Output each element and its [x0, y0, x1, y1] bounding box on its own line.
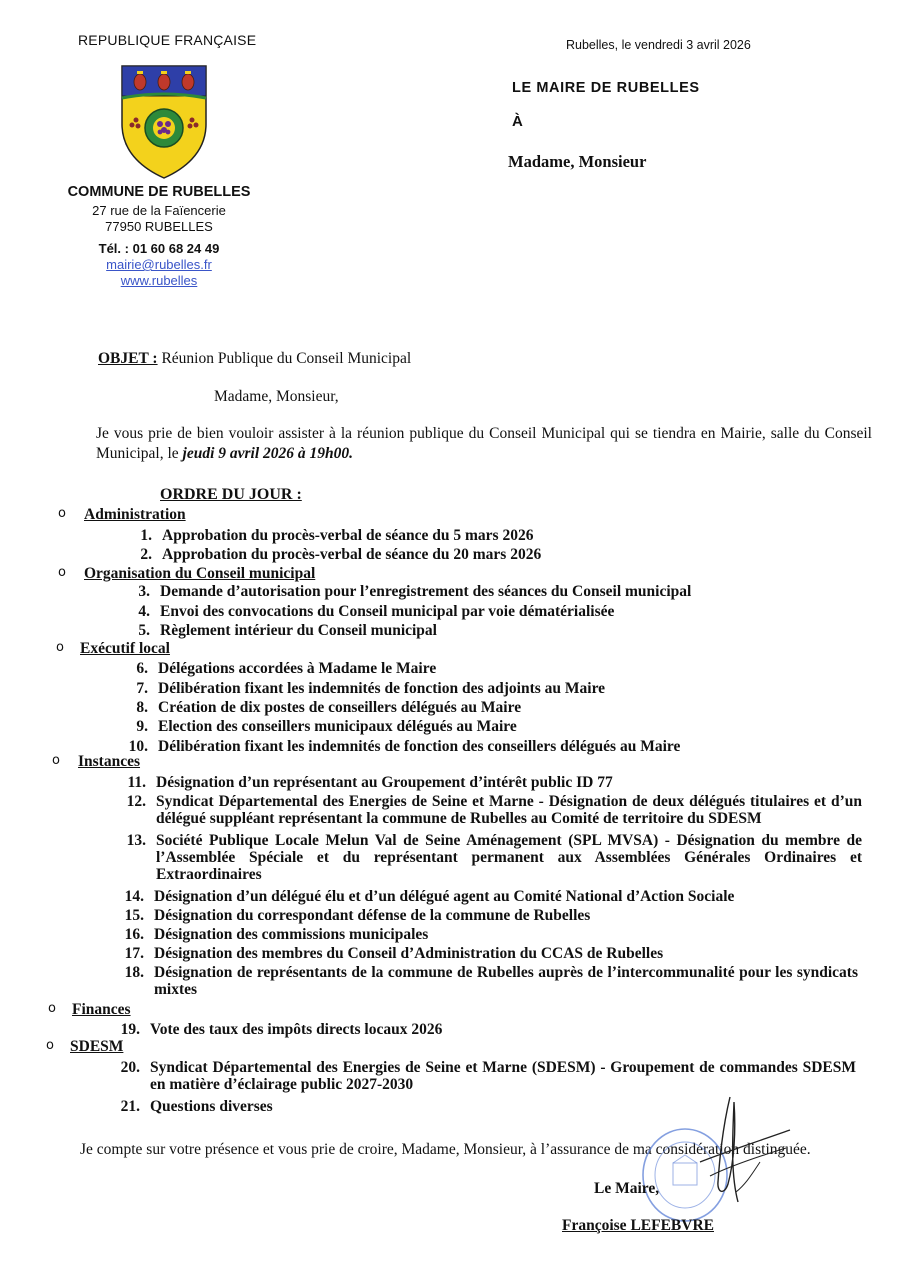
subject-line — [98, 350, 411, 368]
item-text: Désignation des membres du Conseil d’Administration du CCAS de Rubelles — [154, 945, 664, 962]
signer-name: Françoise LEFEBVRE — [562, 1217, 714, 1234]
item-text: Désignation de représentants de la commune de Rubelles auprès de l’intercommunalité pour les syndicats mixtes — [154, 964, 858, 998]
item-text: Envoi des convocations du Conseil municipal par voie dématérialisée — [160, 603, 615, 620]
item-number: 18. — [124, 964, 144, 981]
address-line2: 77950 RUBELLES — [105, 219, 213, 234]
signature-icon — [690, 1092, 800, 1212]
item-text: Vote des taux des impôts directs locaux 2026 — [150, 1021, 443, 1038]
item-number: 17. — [124, 945, 144, 962]
section-title: Finances — [72, 1001, 131, 1018]
item-number: 8. — [136, 699, 148, 716]
bullet-icon: o — [58, 565, 66, 580]
address-line1: 27 rue de la Faïencerie — [92, 203, 226, 218]
bullet-icon: o — [48, 1001, 56, 1016]
item-text: Election des conseillers municipaux délégués au Maire — [158, 718, 517, 735]
item-number: 16. — [124, 926, 144, 943]
item-text: Demande d’autorisation pour l’enregistrement des séances du Conseil municipal — [160, 583, 692, 600]
item-text: Syndicat Départemental des Energies de Seine et Marne - Désignation de deux délégués titulaires et d’un délégué suppléant représentant la commune de Rubelles au Comité de territoire du SDESM — [156, 793, 862, 827]
coat-of-arms-icon — [118, 62, 210, 180]
commune-name: COMMUNE DE RUBELLES — [67, 184, 251, 200]
item-number: 14. — [124, 888, 144, 905]
subject-label: OBJET : — [98, 350, 158, 367]
meeting-date: jeudi 9 avril 2026 à 19h00. — [182, 445, 354, 462]
item-number: 9. — [136, 718, 148, 735]
bullet-icon: o — [46, 1038, 54, 1053]
item-text: Désignation d’un représentant au Groupement d’intérêt public ID 77 — [156, 774, 613, 791]
item-text: Société Publique Locale Melun Val de Seine Aménagement (SPL MVSA) - Désignation du membre de l’Assemblée Spéciale et du représentant permanent aux Assemblées Générales Ordinaires et Extraordinaires — [156, 832, 862, 883]
signoff: Le Maire, — [594, 1180, 660, 1197]
item-number: 21. — [120, 1098, 140, 1115]
closing-paragraph: Je compte sur votre présence et vous prie de croire, Madame, Monsieur, à l’assurance de ma considération distinguée. — [80, 1141, 811, 1158]
bullet-icon: o — [56, 640, 64, 655]
invitation-text: Je vous prie de bien vouloir assister à la réunion publique du Conseil Municipal qui se tiendra en Mairie, salle du Conseil Municipal, le — [96, 425, 872, 462]
section-title: Administration — [84, 506, 186, 523]
item-text: Désignation d’un délégué élu et d’un délégué agent au Comité National d’Action Sociale — [154, 888, 735, 905]
item-text: Syndicat Départemental des Energies de Seine et Marne (SDESM) - Groupement de commandes SDESM en matière d’éclairage public 2027-2030 — [150, 1059, 856, 1093]
item-number: 6. — [136, 660, 148, 677]
item-text: Questions diverses — [150, 1098, 273, 1115]
item-number: 1. — [140, 527, 152, 544]
item-text: Délibération fixant les indemnités de fonction des adjoints au Maire — [158, 680, 606, 697]
item-number: 13. — [126, 832, 146, 849]
phone-number: Tél. : 01 60 68 24 49 — [98, 241, 220, 256]
item-text: Délégations accordées à Madame le Maire — [158, 660, 437, 677]
item-number: 19. — [120, 1021, 140, 1038]
item-number: 11. — [127, 774, 146, 791]
agenda-title: ORDRE DU JOUR : — [160, 486, 302, 503]
republique-header: REPUBLIQUE FRANÇAISE — [78, 32, 257, 48]
item-text: Désignation du correspondant défense de la commune de Rubelles — [154, 907, 591, 924]
website-link[interactable]: www.rubelles — [120, 273, 198, 288]
item-number: 3. — [138, 583, 150, 600]
letter-date: Rubelles, le vendredi 3 avril 2026 — [566, 38, 751, 52]
section-title: SDESM — [70, 1038, 124, 1055]
item-number: 15. — [124, 907, 144, 924]
section-title: Exécutif local — [80, 640, 170, 657]
sender-title: LE MAIRE DE RUBELLES — [512, 80, 700, 96]
item-number: 20. — [120, 1059, 140, 1076]
item-text: Création de dix postes de conseillers délégués au Maire — [158, 699, 522, 716]
addressee: Madame, Monsieur — [508, 152, 647, 171]
to-letter: À — [512, 113, 523, 130]
invitation-paragraph — [96, 424, 872, 464]
bullet-icon: o — [52, 753, 60, 768]
item-text: Délibération fixant les indemnités de fonction des conseillers délégués au Maire — [158, 738, 681, 755]
item-number: 7. — [136, 680, 148, 697]
item-number: 4. — [138, 603, 150, 620]
item-number: 12. — [126, 793, 146, 810]
item-text: Approbation du procès-verbal de séance du 5 mars 2026 — [162, 527, 534, 544]
bullet-icon: o — [58, 506, 66, 521]
item-number: 2. — [140, 546, 152, 563]
item-number: 5. — [138, 622, 150, 639]
item-text: Désignation des commissions municipales — [154, 926, 429, 943]
section-title: Instances — [78, 753, 141, 770]
item-number: 10. — [128, 738, 148, 755]
item-text: Règlement intérieur du Conseil municipal — [160, 622, 437, 639]
email-link[interactable]: mairie@rubelles.fr — [106, 257, 212, 272]
commune-details — [40, 184, 278, 289]
salutation: Madame, Monsieur, — [214, 388, 339, 405]
section-title: Organisation du Conseil municipal — [84, 565, 316, 582]
item-text: Approbation du procès-verbal de séance du 20 mars 2026 — [162, 546, 542, 563]
subject-text: Réunion Publique du Conseil Municipal — [161, 350, 412, 367]
